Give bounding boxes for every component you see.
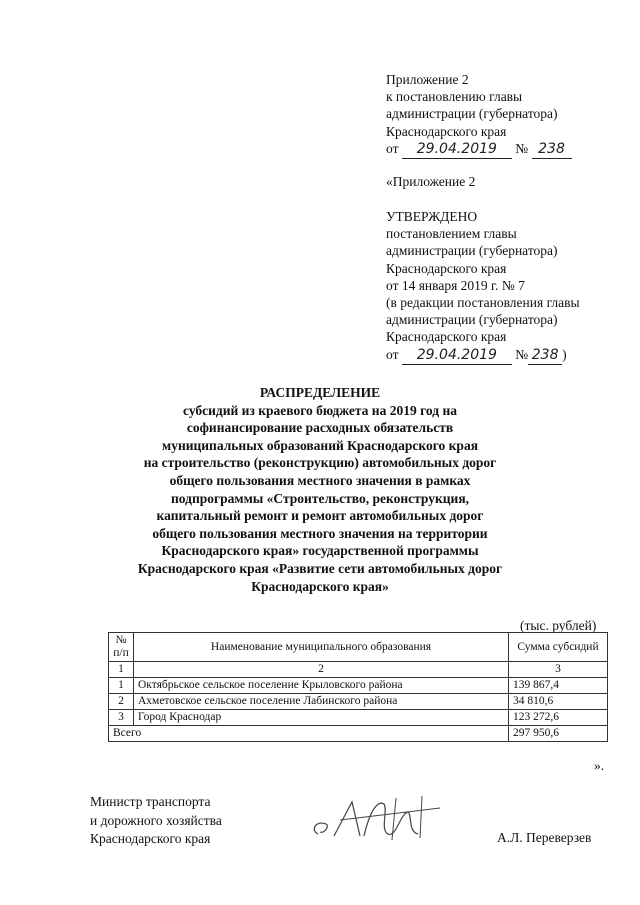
approved-line: Краснодарского края bbox=[386, 329, 507, 345]
row-sum: 139 867,4 bbox=[509, 678, 608, 694]
row-sum: 34 810,6 bbox=[509, 694, 608, 710]
appendix-line: Приложение 2 bbox=[386, 72, 469, 87]
header-num: № п/п bbox=[109, 633, 134, 662]
signer-line: и дорожного хозяйства bbox=[90, 812, 222, 828]
table-header-row bbox=[109, 633, 608, 662]
approved-line: администрации (губернатора) bbox=[386, 243, 558, 259]
row-num: 1 bbox=[109, 678, 134, 694]
handwritten-signature bbox=[300, 790, 460, 846]
signer-title bbox=[90, 793, 222, 849]
title-line: общего пользования местного значения в рамках bbox=[169, 472, 471, 488]
title-line: муниципальных образований Краснодарского края bbox=[162, 437, 478, 453]
from-label: от bbox=[386, 140, 399, 156]
number-label: № bbox=[515, 140, 529, 156]
close-paren: ) bbox=[562, 346, 567, 362]
appendix-line: администрации (губернатора) bbox=[386, 106, 558, 122]
handwritten-date: 29.04.2019 bbox=[402, 347, 512, 365]
from-label: от bbox=[386, 346, 399, 362]
title-line: субсидий из краевого бюджета на 2019 год на bbox=[183, 402, 457, 418]
appendix-line: Краснодарского края bbox=[386, 123, 507, 139]
appendix-quoted bbox=[386, 173, 475, 190]
approved-line: постановлением главы bbox=[386, 226, 517, 242]
appendix-date-line bbox=[386, 140, 572, 159]
title-heading: РАСПРЕДЕЛЕНИЕ bbox=[259, 385, 381, 400]
row-name: Ахметовское сельское поселение Лабинского района bbox=[134, 694, 509, 710]
handwritten-number: 238 bbox=[528, 347, 562, 365]
approved-block bbox=[386, 208, 580, 365]
table-row bbox=[109, 710, 608, 726]
header-sum: Сумма субсидий bbox=[509, 633, 608, 662]
handwritten-number: 238 bbox=[532, 141, 572, 159]
appendix-header bbox=[386, 71, 572, 159]
title-line: Краснодарского края «Развитие сети автомобильных дорог bbox=[137, 560, 503, 576]
col-number: 2 bbox=[134, 662, 509, 678]
signer-line: Министр транспорта bbox=[90, 794, 211, 809]
document-title bbox=[120, 384, 520, 595]
total-row bbox=[109, 726, 608, 742]
table-row bbox=[109, 678, 608, 694]
total-sum: 297 950,6 bbox=[509, 726, 608, 742]
approved-line: (в редакции постановления главы bbox=[386, 295, 580, 311]
appendix-line: к постановлению главы bbox=[386, 89, 523, 105]
title-line: капитальный ремонт и ремонт автомобильных дорог bbox=[156, 508, 484, 524]
signer-line: Краснодарского края bbox=[90, 831, 211, 846]
row-num: 2 bbox=[109, 694, 134, 710]
total-label: Всего bbox=[109, 726, 509, 742]
signer-name: А.Л. Переверзев bbox=[497, 830, 592, 845]
approved-line: Краснодарского края bbox=[386, 260, 507, 276]
column-numbers-row bbox=[109, 662, 608, 678]
approved-line: администрации (губернатора) bbox=[386, 312, 558, 328]
title-line: Краснодарского края» bbox=[251, 578, 389, 594]
approved-line: от 14 января 2019 г. № 7 bbox=[386, 277, 525, 293]
approved-date-line bbox=[386, 346, 580, 365]
appendix-quoted-text: «Приложение 2 bbox=[386, 174, 476, 189]
title-line: подпрограммы «Строительство, реконструкция, bbox=[170, 490, 470, 506]
title-line: общего пользования местного значения на территории bbox=[152, 525, 488, 541]
header-name: Наименование муниципального образования bbox=[134, 633, 509, 662]
handwritten-date: 29.04.2019 bbox=[402, 141, 512, 159]
title-line: софинансирование расходных обязательств bbox=[186, 420, 454, 436]
number-label: № bbox=[515, 346, 529, 362]
close-quote: ». bbox=[594, 758, 605, 773]
approved-line: УТВЕРЖДЕНО bbox=[386, 209, 478, 224]
row-name: Город Краснодар bbox=[134, 710, 509, 726]
row-name: Октябрьское сельское поселение Крыловского района bbox=[134, 678, 509, 694]
subsidy-table bbox=[108, 632, 608, 742]
units-label: (тыс. рублей) bbox=[520, 618, 597, 633]
table-row bbox=[109, 694, 608, 710]
title-line: на строительство (реконструкцию) автомобильных дорог bbox=[143, 455, 497, 471]
row-sum: 123 272,6 bbox=[509, 710, 608, 726]
title-line: Краснодарского края» государственной программы bbox=[161, 543, 479, 559]
col-number: 3 bbox=[509, 662, 608, 678]
col-number: 1 bbox=[109, 662, 134, 678]
row-num: 3 bbox=[109, 710, 134, 726]
